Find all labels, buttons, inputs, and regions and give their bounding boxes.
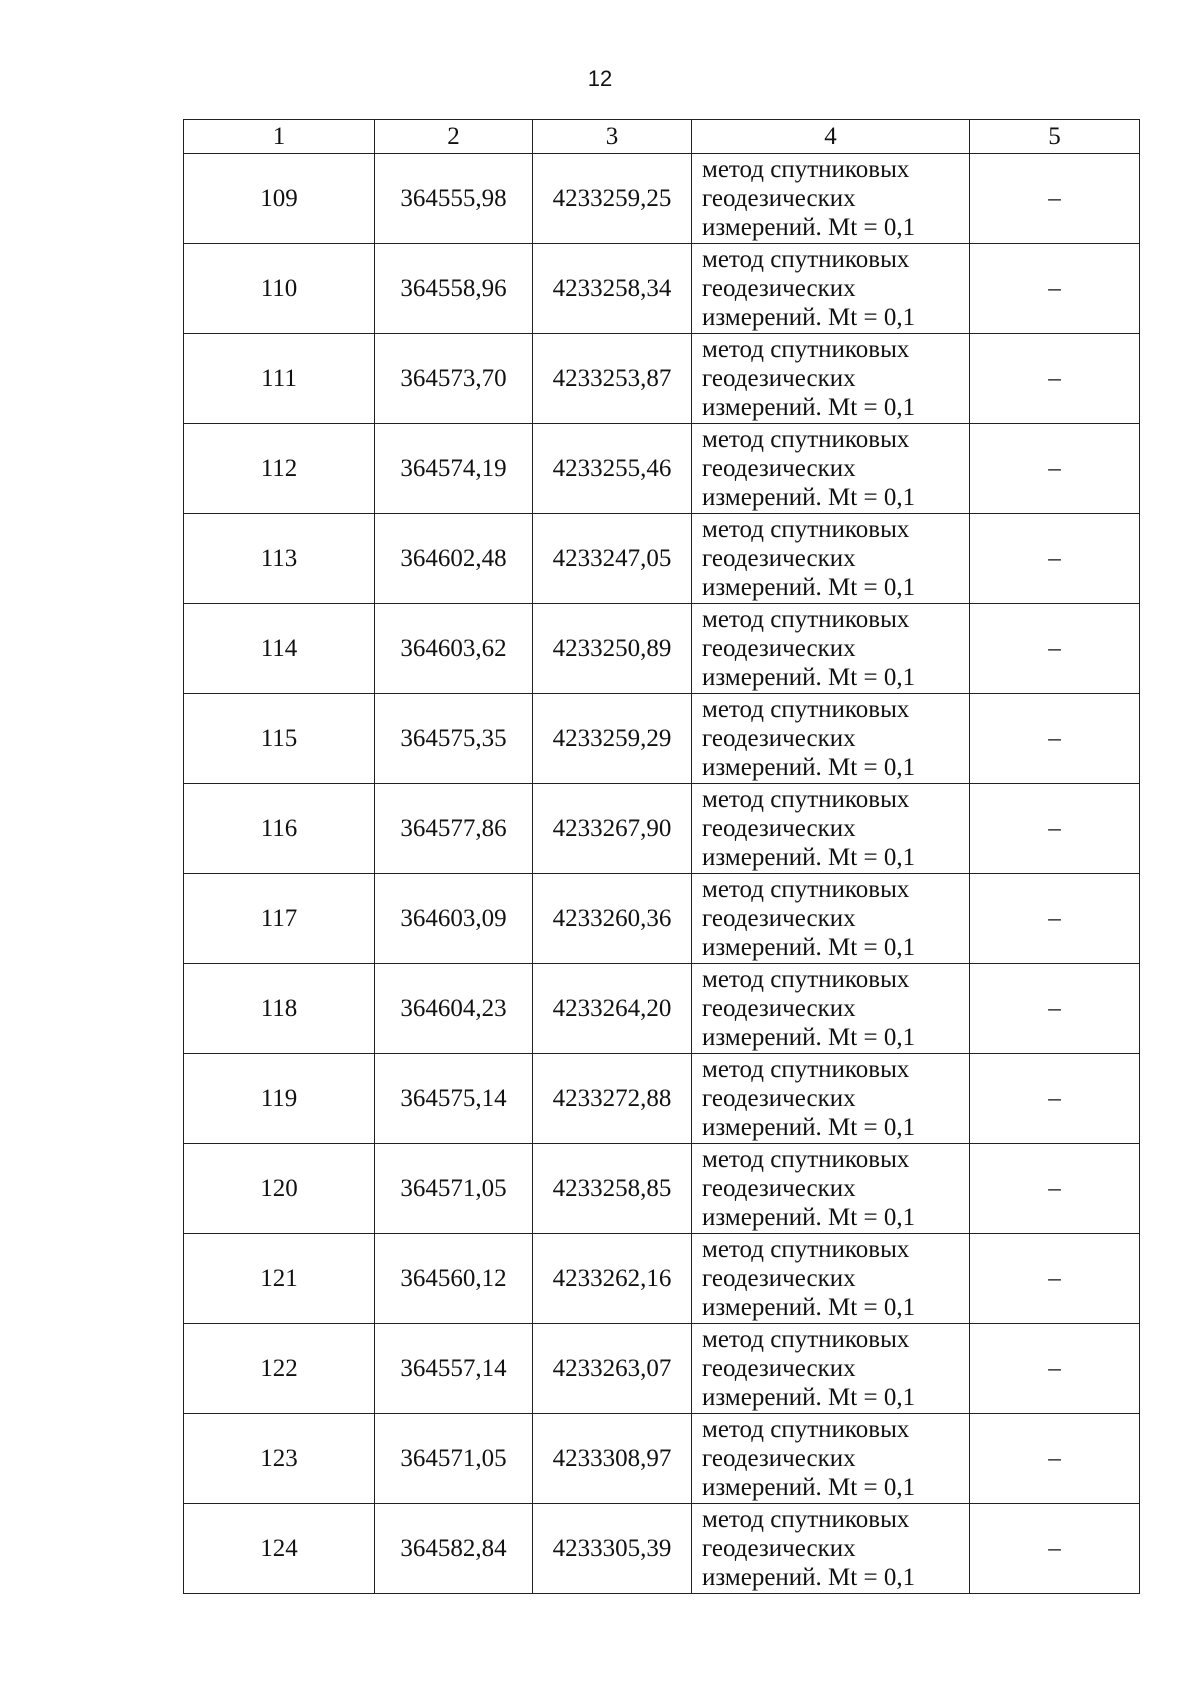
method-text-line: измерений. Mt = 0,1 — [702, 1564, 916, 1591]
method-text-line: метод спутниковых — [702, 1326, 910, 1353]
method-text-line: геодезических — [702, 1535, 856, 1562]
method-text-line: метод спутниковых — [702, 246, 910, 273]
coordinate-y-cell: 4233272,88 — [533, 1054, 692, 1144]
coordinate-y-cell: 4233267,90 — [533, 784, 692, 874]
point-number-cell: 112 — [184, 424, 375, 514]
note-cell — [970, 154, 1140, 244]
coordinate-y-cell: 4233247,05 — [533, 514, 692, 604]
method-text-line: измерений. Mt = 0,1 — [702, 1384, 916, 1411]
coordinate-y-cell: 4233255,46 — [533, 424, 692, 514]
dash-mark: – — [1048, 274, 1061, 302]
method-text-line: геодезических — [702, 455, 856, 482]
point-number-cell: 114 — [184, 604, 375, 694]
method-text-line: геодезических — [702, 995, 856, 1022]
method-cell — [692, 514, 970, 604]
method-text-line: геодезических — [702, 1265, 856, 1292]
note-cell — [970, 424, 1140, 514]
coordinate-x-cell: 364574,19 — [375, 424, 533, 514]
method-text-line: метод спутниковых — [702, 1236, 910, 1263]
note-cell — [970, 604, 1140, 694]
table-row — [184, 514, 1140, 604]
method-text-line: измерений. Mt = 0,1 — [702, 1114, 916, 1141]
point-number-cell: 124 — [184, 1504, 375, 1594]
method-cell — [692, 694, 970, 784]
method-text-line: метод спутниковых — [702, 876, 910, 903]
note-cell — [970, 784, 1140, 874]
header-row — [184, 120, 1140, 154]
point-number-cell: 120 — [184, 1144, 375, 1234]
method-text-line: метод спутниковых — [702, 516, 910, 543]
note-cell — [970, 1504, 1140, 1594]
method-text-line: геодезических — [702, 1445, 856, 1472]
method-cell — [692, 1234, 970, 1324]
note-cell — [970, 1324, 1140, 1414]
method-text-line: измерений. Mt = 0,1 — [702, 844, 916, 871]
method-text-line: геодезических — [702, 275, 856, 302]
table-row — [184, 964, 1140, 1054]
method-cell — [692, 874, 970, 964]
point-number-cell: 123 — [184, 1414, 375, 1504]
note-cell — [970, 1414, 1140, 1504]
method-text-line: измерений. Mt = 0,1 — [702, 214, 916, 241]
method-text-line: метод спутниковых — [702, 696, 910, 723]
method-text-line: метод спутниковых — [702, 426, 910, 453]
method-cell — [692, 1324, 970, 1414]
method-text-line: метод спутниковых — [702, 156, 910, 183]
method-text-line: измерений. Mt = 0,1 — [702, 664, 916, 691]
coordinate-y-cell: 4233260,36 — [533, 874, 692, 964]
method-cell — [692, 424, 970, 514]
table-row — [184, 1234, 1140, 1324]
note-cell — [970, 964, 1140, 1054]
header-cell-1: 1 — [184, 120, 375, 154]
coordinate-x-cell: 364582,84 — [375, 1504, 533, 1594]
coordinate-x-cell: 364603,62 — [375, 604, 533, 694]
method-text-line: геодезических — [702, 1085, 856, 1112]
method-cell — [692, 1504, 970, 1594]
method-text-line: измерений. Mt = 0,1 — [702, 754, 916, 781]
method-text-line: метод спутниковых — [702, 606, 910, 633]
table-row — [184, 1324, 1140, 1414]
method-cell — [692, 1054, 970, 1144]
dash-mark: – — [1048, 1354, 1061, 1382]
note-cell — [970, 694, 1140, 784]
coordinate-x-cell: 364573,70 — [375, 334, 533, 424]
method-text-line: метод спутниковых — [702, 1506, 910, 1533]
method-cell — [692, 1414, 970, 1504]
method-cell — [692, 244, 970, 334]
method-text-line: геодезических — [702, 1175, 856, 1202]
coordinate-y-cell: 4233250,89 — [533, 604, 692, 694]
point-number-cell: 116 — [184, 784, 375, 874]
dash-mark: – — [1048, 1264, 1061, 1292]
point-number-cell: 111 — [184, 334, 375, 424]
dash-mark: – — [1048, 184, 1061, 212]
table-row — [184, 604, 1140, 694]
method-text-line: геодезических — [702, 905, 856, 932]
dash-mark: – — [1048, 724, 1061, 752]
dash-mark: – — [1048, 454, 1061, 482]
method-text-line: метод спутниковых — [702, 336, 910, 363]
dash-mark: – — [1048, 1534, 1061, 1562]
method-cell — [692, 334, 970, 424]
point-number-cell: 119 — [184, 1054, 375, 1144]
method-cell — [692, 1144, 970, 1234]
method-text-line: геодезических — [702, 185, 856, 212]
method-text-line: измерений. Mt = 0,1 — [702, 1024, 916, 1051]
coordinate-y-cell: 4233259,25 — [533, 154, 692, 244]
method-text-line: геодезических — [702, 635, 856, 662]
method-text-line: метод спутниковых — [702, 1146, 910, 1173]
method-text-line: геодезических — [702, 365, 856, 392]
dash-mark: – — [1048, 1084, 1061, 1112]
method-cell — [692, 154, 970, 244]
coordinate-x-cell: 364604,23 — [375, 964, 533, 1054]
table-row — [184, 154, 1140, 244]
coordinate-x-cell: 364575,14 — [375, 1054, 533, 1144]
point-number-cell: 121 — [184, 1234, 375, 1324]
page-number: 12 — [587, 66, 613, 91]
method-text-line: измерений. Mt = 0,1 — [702, 574, 916, 601]
coordinate-x-cell: 364557,14 — [375, 1324, 533, 1414]
method-cell — [692, 784, 970, 874]
note-cell — [970, 1234, 1140, 1324]
table-row — [184, 424, 1140, 514]
dash-mark: – — [1048, 544, 1061, 572]
coordinate-y-cell: 4233259,29 — [533, 694, 692, 784]
point-number-cell: 110 — [184, 244, 375, 334]
header-cell-2: 2 — [375, 120, 533, 154]
method-text-line: измерений. Mt = 0,1 — [702, 934, 916, 961]
coordinate-x-cell: 364602,48 — [375, 514, 533, 604]
table-body — [184, 154, 1140, 1594]
note-cell — [970, 514, 1140, 604]
method-text-line: геодезических — [702, 725, 856, 752]
method-text-line: измерений. Mt = 0,1 — [702, 394, 916, 421]
header-cell-5: 5 — [970, 120, 1140, 154]
method-text-line: геодезических — [702, 545, 856, 572]
coordinate-x-cell: 364558,96 — [375, 244, 533, 334]
note-cell — [970, 1054, 1140, 1144]
method-text-line: измерений. Mt = 0,1 — [702, 1204, 916, 1231]
coordinate-x-cell: 364571,05 — [375, 1414, 533, 1504]
coordinate-y-cell: 4233305,39 — [533, 1504, 692, 1594]
dash-mark: – — [1048, 634, 1061, 662]
coordinate-y-cell: 4233253,87 — [533, 334, 692, 424]
dash-mark: – — [1048, 364, 1061, 392]
dash-mark: – — [1048, 994, 1061, 1022]
dash-mark: – — [1048, 814, 1061, 842]
method-text-line: измерений. Mt = 0,1 — [702, 1474, 916, 1501]
table-row — [184, 334, 1140, 424]
header-cell-3: 3 — [533, 120, 692, 154]
point-number-cell: 113 — [184, 514, 375, 604]
coordinate-x-cell: 364603,09 — [375, 874, 533, 964]
table-header — [184, 120, 1140, 154]
method-cell — [692, 964, 970, 1054]
table-row — [184, 244, 1140, 334]
table-row — [184, 784, 1140, 874]
point-number-cell: 117 — [184, 874, 375, 964]
method-text-line: метод спутниковых — [702, 786, 910, 813]
note-cell — [970, 1144, 1140, 1234]
method-cell — [692, 604, 970, 694]
note-cell — [970, 244, 1140, 334]
point-number-cell: 109 — [184, 154, 375, 244]
table-row — [184, 1504, 1140, 1594]
dash-mark: – — [1048, 904, 1061, 932]
coordinate-y-cell: 4233258,34 — [533, 244, 692, 334]
note-cell — [970, 334, 1140, 424]
coordinate-y-cell: 4233258,85 — [533, 1144, 692, 1234]
coordinate-y-cell: 4233262,16 — [533, 1234, 692, 1324]
method-text-line: геодезических — [702, 815, 856, 842]
dash-mark: – — [1048, 1444, 1061, 1472]
coordinate-x-cell: 364555,98 — [375, 154, 533, 244]
coordinate-y-cell: 4233264,20 — [533, 964, 692, 1054]
method-text-line: метод спутниковых — [702, 966, 910, 993]
point-number-cell: 122 — [184, 1324, 375, 1414]
coordinate-x-cell: 364575,35 — [375, 694, 533, 784]
method-text-line: измерений. Mt = 0,1 — [702, 304, 916, 331]
table-row — [184, 1414, 1140, 1504]
method-text-line: измерений. Mt = 0,1 — [702, 1294, 916, 1321]
dash-mark: – — [1048, 1174, 1061, 1202]
coordinate-y-cell: 4233308,97 — [533, 1414, 692, 1504]
coordinate-x-cell: 364571,05 — [375, 1144, 533, 1234]
coordinates-table — [183, 119, 1140, 1594]
point-number-cell: 115 — [184, 694, 375, 784]
table-row — [184, 694, 1140, 784]
method-text-line: геодезических — [702, 1355, 856, 1382]
method-text-line: измерений. Mt = 0,1 — [702, 484, 916, 511]
note-cell — [970, 874, 1140, 964]
table-row — [184, 874, 1140, 964]
method-text-line: метод спутниковых — [702, 1416, 910, 1443]
coordinate-x-cell: 364560,12 — [375, 1234, 533, 1324]
coordinate-x-cell: 364577,86 — [375, 784, 533, 874]
header-cell-4: 4 — [692, 120, 970, 154]
method-text-line: метод спутниковых — [702, 1056, 910, 1083]
coordinate-y-cell: 4233263,07 — [533, 1324, 692, 1414]
point-number-cell: 118 — [184, 964, 375, 1054]
table-row — [184, 1144, 1140, 1234]
table-row — [184, 1054, 1140, 1144]
